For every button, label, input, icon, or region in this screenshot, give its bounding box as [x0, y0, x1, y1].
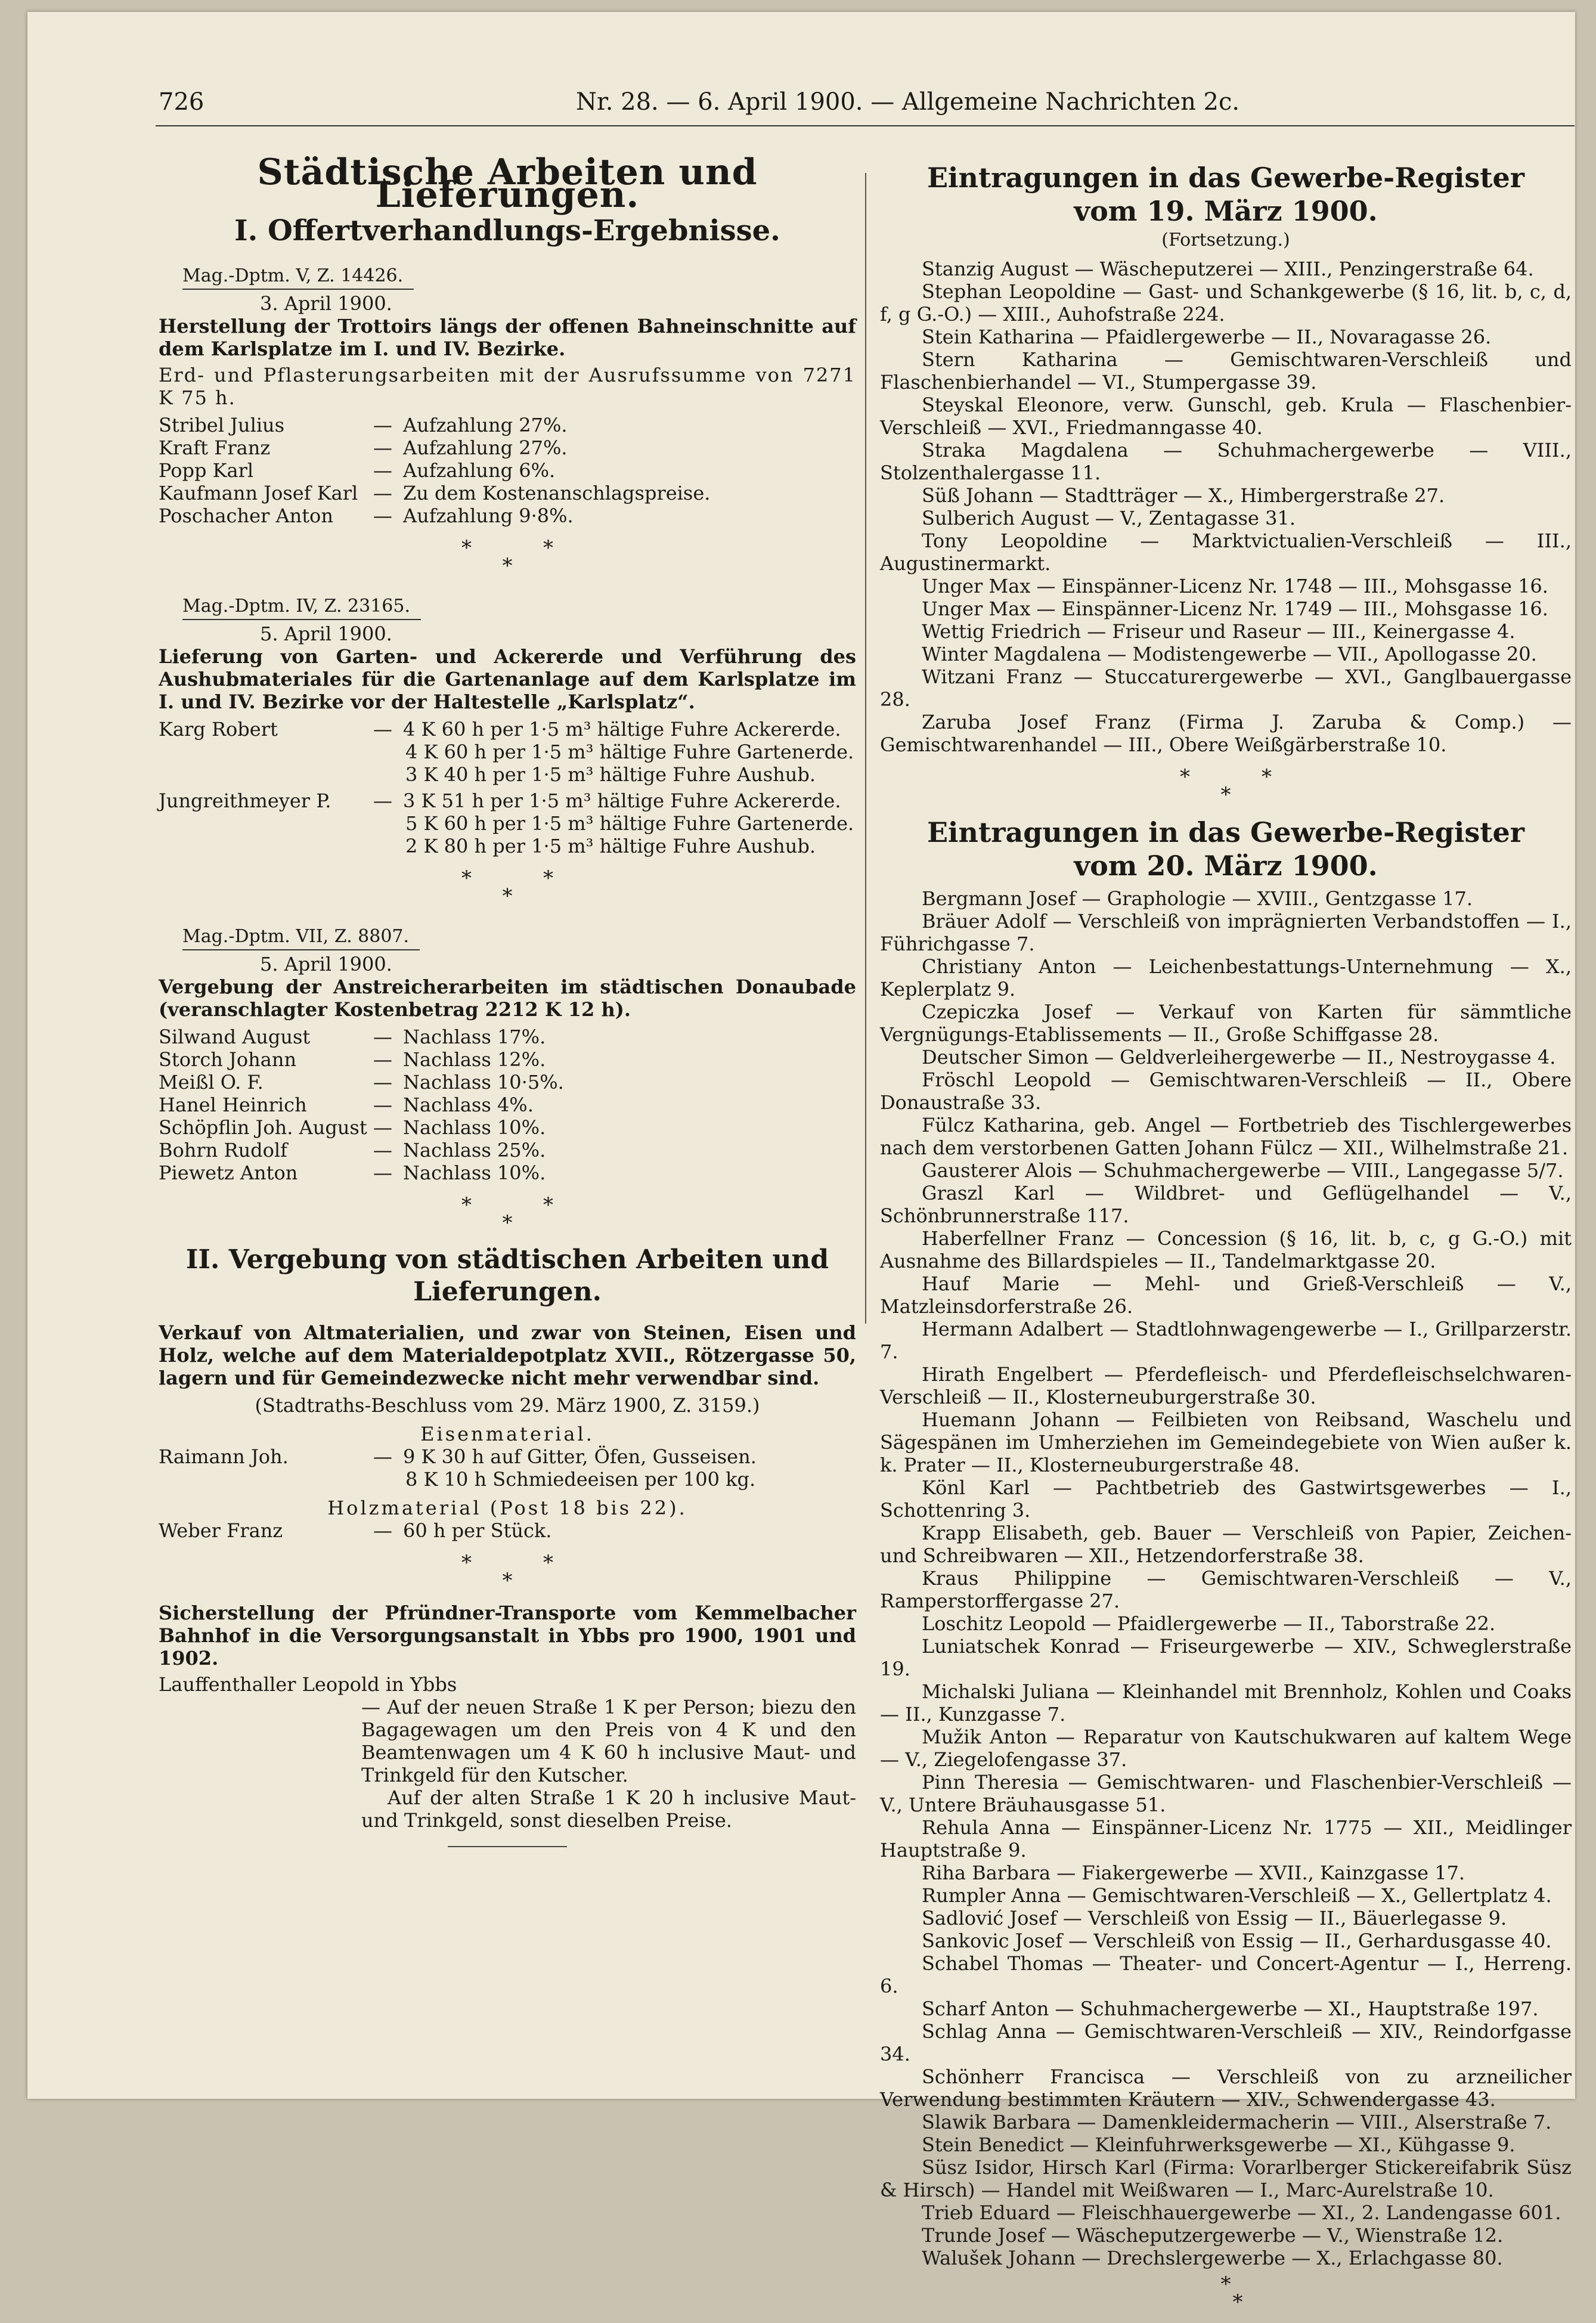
block1-ref: Mag.-Dptm. V, Z. 14426. [182, 265, 414, 290]
register2-title: Eintragungen in das Gewerbe-Register [927, 816, 1524, 848]
bidder-name: Raimann Joh. [159, 1445, 289, 1468]
bidder-name: Bohrn Rudolf [159, 1139, 287, 1162]
register-entry: Zaruba Josef Franz (Firma J. Zaruba & Comp.) — Gemischtwarenhandel — III., Obere Weißgärberstraße 10. [880, 711, 1572, 756]
register-entry: Stein Benedict — Kleinfuhrwerksgewerbe — XI., Kühgasse 9. [922, 2133, 1516, 2156]
bid-value: Nachlass 10%. [403, 1116, 546, 1139]
register-entry: Christiany Anton — Leichenbestattungs-Unternehmung — X., Keplerplatz 9. [880, 955, 1572, 1001]
bidder-name: Kaufmann Josef Karl [159, 482, 358, 504]
bid-value: Aufzahlung 6%. [403, 459, 556, 482]
result-row: Karg Robert — 4 K 60 h per 1·5 m³ hältige Fuhre Ackererde. [159, 718, 856, 741]
block4-subject: Verkauf von Altmaterialien, und zwar von Steinen, Eisen und Holz, welche auf dem Materialdepotplatz XVII., Rötzergasse 50, lagern und für Gemeindezwecke nicht mehr verwendbar sind. [159, 1321, 856, 1389]
result-row: Hanel Heinrich — Nachlass 4%. [159, 1094, 856, 1116]
register1-title: Eintragungen in das Gewerbe-Register [927, 162, 1524, 194]
result-row: Silwand August — Nachlass 17%. [159, 1026, 856, 1048]
register-entry: Stanzig August — Wäscheputzerei — XIII., Penzingerstraße 64. [922, 258, 1534, 280]
bidder-name: Storch Johann [159, 1048, 297, 1071]
block2-date: 5. April 1900. [260, 622, 392, 645]
result-row: Meißl O. F. — Nachlass 10·5%. [159, 1071, 856, 1094]
register-entry: Stephan Leopoldine — Gast- und Schankgewerbe (§ 16, lit. b, c, d, f, g G.-O.) — XIII., Auhofstraße 224. [880, 280, 1572, 326]
bidder-name: Meißl O. F. [159, 1071, 264, 1094]
register-entry: Gausterer Alois — Schuhmachergewerbe — VIII., Langegasse 5/7. [922, 1159, 1564, 1182]
register1-continuation: (Fortsetzung.) [1161, 230, 1290, 250]
right-column [880, 161, 1572, 2323]
bid-value: 8 K 10 h Schmiedeeisen per 100 kg. [405, 1468, 756, 1491]
block1-date: 3. April 1900. [260, 292, 392, 315]
register-entry: Kraus Philippine — Gemischtwaren-Verschleiß — V., Ramperstorffergasse 27. [880, 1567, 1572, 1612]
register-entry: Loschitz Leopold — Pfaidlergewerbe — II., Taborstraße 22. [922, 1612, 1496, 1635]
block3-results [159, 1026, 856, 1184]
bid-value: 9 K 30 h auf Gitter, Öfen, Gusseisen. [403, 1445, 757, 1468]
left-column [159, 151, 856, 1862]
register-entry: Sankovic Josef — Verschleiß von Essig — II., Gerhardusgasse 40. [922, 1929, 1552, 1952]
register-entry: Witzani Franz — Stuccaturergewerbe — XVI., Ganglbauergasse 28. [880, 665, 1572, 711]
register-entry: Stein Katharina — Pfaidlergewerbe — II., Novaragasse 26. [922, 326, 1492, 348]
register-entry: Luniatschek Konrad — Friseurgewerbe — XIV., Schweglerstraße 19. [880, 1635, 1572, 1680]
register-entry: Könl Karl — Pachtbetrieb des Gastwirtsgewerbes — I., Schottenring 3. [880, 1476, 1572, 1522]
register-entry: Unger Max — Einspänner-Licenz Nr. 1749 — III., Mohsgasse 16. [922, 597, 1548, 620]
register-entry: Hirath Engelbert — Pferdefleisch- und Pferdefleischselchwaren-Verschleiß — II., Klosterneuburgerstraße 30. [880, 1363, 1572, 1408]
separator-stars: * * * [461, 536, 553, 578]
bid-value: 3 K 40 h per 1·5 m³ hältige Fuhre Aushub. [405, 763, 816, 786]
register-entry: Schabel Thomas — Theater- und Concert-Agentur — I., Herreng. 6. [880, 1952, 1572, 1997]
block3-date: 5. April 1900. [260, 953, 392, 975]
block2-results [159, 718, 856, 857]
register-entry: Sulberich August — V., Zentagasse 31. [922, 507, 1296, 529]
result-row: Weber Franz — 60 h per Stück. [159, 1519, 856, 1542]
bidder-name: Poschacher Anton [159, 504, 333, 527]
bidder-name: Piewetz Anton [159, 1162, 298, 1184]
bid-value: 2 K 80 h per 1·5 m³ hältige Fuhre Aushub. [405, 835, 816, 857]
block2-subject: Lieferung von Garten- und Ackererde und Verführung des Aushubmateriales für die Gartenanlage auf dem Karlsplatze im I. und IV. Bezirke vor der Haltestelle „Karlsplatz“. [159, 645, 856, 713]
bidder-name: Kraft Franz [159, 436, 271, 459]
register-entry: Deutscher Simon — Geldverleihergewerbe — II., Nestroygasse 4. [922, 1046, 1556, 1068]
bidder-name: Hanel Heinrich [159, 1094, 307, 1116]
register-entry: Mužik Anton — Reparatur von Kautschukwaren auf kaltem Wege — V., Ziegelofengasse 37. [880, 1726, 1572, 1771]
block4-decision: (Stadtraths-Beschluss vom 29. März 1900, Z. 3159.) [255, 1394, 760, 1417]
register-entry: Straka Magdalena — Schuhmachergewerbe — VIII., Stolzenthalergasse 11. [880, 439, 1572, 484]
block5-bidder: Lauffenthaller Leopold in Ybbs [159, 1673, 457, 1696]
register2-list [880, 887, 1572, 2269]
iron-heading: Eisenmaterial. [420, 1423, 594, 1445]
register-entry: Fröschl Leopold — Gemischtwaren-Verschleiß — II., Obere Donaustraße 33. [880, 1068, 1572, 1114]
separator-stars: * * * [1180, 765, 1272, 807]
register-entry: Bräuer Adolf — Verschleiß von imprägnierten Verbandstoffen — I., Führichgasse 7. [880, 910, 1572, 955]
register-entry: Süß Johann — Stadtträger — X., Himbergerstraße 27. [922, 484, 1445, 507]
register-entry: Rumpler Anna — Gemischtwaren-Verschleiß — X., Gellertplatz 4. [922, 1884, 1552, 1907]
bid-value: 4 K 60 h per 1·5 m³ hältige Fuhre Gartenerde. [405, 741, 854, 763]
register-entry: Riha Barbara — Fiakergewerbe — XVII., Kainzgasse 17. [922, 1862, 1465, 1884]
bid-value: Nachlass 25%. [403, 1139, 546, 1162]
register-entry: Pinn Theresia — Gemischtwaren- und Flaschenbier-Verschleiß — V., Untere Bräuhausgasse 51. [880, 1771, 1572, 1816]
result-row: Piewetz Anton — Nachlass 10%. [159, 1162, 856, 1184]
bid-value: Aufzahlung 27%. [403, 436, 568, 459]
bidder-name: Stribel Julius [159, 414, 285, 436]
register-entry: Schönherr Franciscа — Verschleiß von zu arzneilicher Verwendung bestimmten Kräutern — XIV., Schwendergasse 43. [880, 2065, 1572, 2111]
bid-value: Nachlass 10%. [403, 1162, 546, 1184]
running-header: Nr. 28. — 6. April 1900. — Allgemeine Nachrichten 2c. [576, 88, 1240, 116]
register-entry: Wettig Friedrich — Friseur und Raseur — III., Keinergasse 4. [922, 620, 1516, 643]
result-row: Bohrn Rudolf — Nachlass 25%. [159, 1139, 856, 1162]
bid-value: Aufzahlung 27%. [403, 414, 568, 436]
register-entry: Rehula Anna — Einspänner-Licenz Nr. 1775 — XII., Meidlinger Hauptstraße 9. [880, 1816, 1572, 1862]
bid-value: 3 K 51 h per 1·5 m³ hältige Fuhre Ackererde. [403, 789, 841, 812]
header-rule [156, 125, 1575, 126]
wood-heading: Holzmaterial (Post 18 bis 22). [327, 1497, 687, 1519]
result-row: Jungreithmeyer P. — 3 K 51 h per 1·5 m³ hältige Fuhre Ackererde. [159, 789, 856, 812]
bid-value: Aufzahlung 9·8%. [403, 504, 574, 527]
register-entry: Unger Max — Einspänner-Licenz Nr. 1748 — III., Mohsgasse 16. [922, 575, 1548, 597]
bid-value: 60 h per Stück. [403, 1519, 552, 1542]
register-entry: Steyskal Eleonore, verw. Gunschl, geb. Krula — Flaschenbier-Verschleiß — XVI., Friedmanngasse 40. [880, 394, 1572, 439]
result-row: Stribel Julius — Aufzahlung 27%. [159, 414, 856, 436]
bid-value: Zu dem Kostenanschlagspreise. [403, 482, 711, 504]
block2-ref: Mag.-Dptm. IV, Z. 23165. [182, 595, 421, 620]
bid-value: 4 K 60 h per 1·5 m³ hältige Fuhre Ackererde. [403, 718, 841, 741]
register-entry: Tony Leopoldine — Marktvictualien-Verschleiß — III., Augustinermarkt. [880, 529, 1572, 575]
block1-results [159, 414, 856, 527]
page-number: 726 [159, 88, 204, 116]
block5-text: — Auf der neuen Straße 1 K per Person; biezu den Bagagewagen um den Preis von 4 K und den Beamtenwagen um 4 K 60 h inclusive Maut- und Trinkgeld für den Kutscher. [361, 1696, 856, 1786]
bid-value: Nachlass 12%. [403, 1048, 546, 1071]
block3-ref: Mag.-Dptm. VII, Z. 8807. [182, 925, 420, 950]
register-entry: Schlag Anna — Gemischtwaren-Verschleiß — XIV., Reindorfgasse 34. [880, 2020, 1572, 2065]
register-entry: Hauf Marie — Mehl- und Grieß-Verschleiß — V., Matzleinsdorferstraße 26. [880, 1272, 1572, 1318]
block3-subject: Vergebung der Anstreicherarbeiten im städtischen Donaubade (veranschlagter Kostenbetrag 2212 K 12 h). [159, 975, 856, 1021]
register-entry: Walušek Johann — Drechslergewerbe — X., Erlachgasse 80. [922, 2247, 1503, 2269]
bid-value: Nachlass 10·5%. [403, 1071, 564, 1094]
end-rule [448, 1846, 567, 1847]
register-entry: Trieb Eduard — Fleischhauergewerbe — XI., 2. Landengasse 601. [922, 2201, 1561, 2224]
register-entry: Haberfellner Franz — Concession (§ 16, lit. b, c, g G.-O.) mit Ausnahme des Billardspieles — II., Tandelmarktgasse 20. [880, 1227, 1572, 1272]
section2-title: II. Vergebung von städtischen Arbeiten und Lieferungen. [185, 1244, 829, 1307]
result-row: Raimann Joh. — 9 K 30 h auf Gitter, Öfen, Gusseisen. [159, 1445, 856, 1468]
bidder-name: Silwand August [159, 1026, 311, 1048]
register1-list [880, 258, 1572, 756]
bid-value: Nachlass 4%. [403, 1094, 534, 1116]
separator-stars: * * * [461, 866, 553, 908]
register-entry: Fülcz Katharina, geb. Angel — Fortbetrieb des Tischlergewerbes nach dem verstorbenen Gatten Johann Fülcz — XII., Wilhelmstraße 21. [880, 1114, 1572, 1159]
result-row: Poschacher Anton — Aufzahlung 9·8%. [159, 504, 856, 527]
column-divider [865, 173, 866, 1324]
register-entry: Graszl Karl — Wildbret- und Geflügelhandel — V., Schönbrunnerstraße 117. [880, 1182, 1572, 1227]
register-entry: Winter Magdalena — Modistengewerbe — VII., Apollogasse 20. [922, 643, 1537, 665]
result-row: Storch Johann — Nachlass 12%. [159, 1048, 856, 1071]
block5-subject: Sicherstellung der Pfründner-Transporte vom Kemmelbacher Bahnhof in die Versorgungsanstalt in Ybbs pro 1900, 1901 und 1902. [159, 1602, 856, 1670]
block1-subject: Herstellung der Trottoirs längs der offenen Bahneinschnitte auf dem Karlsplatze im I. und IV. Bezirke. [159, 315, 856, 360]
register-entry: Michalski Juliana — Kleinhandel mit Brennholz, Kohlen und Coaks — II., Kunzgasse 7. [880, 1680, 1572, 1726]
register-entry: Hermann Adalbert — Stadtlohnwagengewerbe — I., Grillparzerstr. 7. [880, 1318, 1572, 1363]
bidder-name: Popp Karl [159, 459, 254, 482]
register-entry: Czepiczka Josef — Verkauf von Karten für sämmtliche Vergnügungs-Etablissements — II., Große Schiffgasse 28. [880, 1001, 1572, 1046]
bidder-name: Karg Robert [159, 718, 278, 741]
bid-value: Nachlass 17%. [403, 1026, 546, 1048]
bidder-name: Jungreithmeyer P. [159, 789, 331, 812]
bid-value: 5 K 60 h per 1·5 m³ hältige Fuhre Gartenerde. [405, 812, 854, 835]
bidder-name: Schöpflin Joh. August [159, 1116, 367, 1139]
register-entry: Bergmann Josef — Graphologie — XVIII., Gentzgasse 17. [922, 887, 1473, 910]
result-row: Popp Karl — Aufzahlung 6%. [159, 459, 856, 482]
block5-text: Auf der alten Straße 1 K 20 h inclusive Maut- und Trinkgeld, sonst dieselben Preise. [361, 1786, 856, 1832]
separator-stars: * * [1220, 2272, 1243, 2314]
register-entry: Trunde Josef — Wäscheputzergewerbe — V., Wienstraße 12. [922, 2224, 1504, 2247]
bidder-name: Weber Franz [159, 1519, 283, 1542]
register-entry: Huemann Johann — Feilbieten von Reibsand, Waschelu und Sägespänen im Umherziehen im Gemeindegebiete von Wien außer k. k. Prater — II., Klosterneuburgerstraße 48. [880, 1408, 1572, 1476]
main-title: Städtische Arbeiten und Lieferungen. [257, 151, 758, 216]
section1-title: I. Offertverhandlungs-Ergebnisse. [234, 214, 780, 247]
separator-stars: * * * [461, 1193, 553, 1235]
register-entry: Sadlović Josef — Verschleiß von Essig — II., Bäuerlegasse 9. [922, 1907, 1507, 1929]
register2-date: vom 20. März 1900. [1074, 850, 1378, 882]
register-entry: Krapp Elisabeth, geb. Bauer — Verschleiß von Papier, Zeichen- und Schreibwaren — XII., Hetzendorferstraße 38. [880, 1522, 1572, 1567]
register-entry: Stern Katharina — Gemischtwaren-Verschleiß und Flaschenbierhandel — VI., Stumpergasse 39. [880, 348, 1572, 394]
block1-work: Erd- und Pflasterungsarbeiten mit der Ausrufssumme von 7271 K 75 h. [159, 364, 856, 409]
result-row: Kaufmann Josef Karl — Zu dem Kostenanschlagspreise. [159, 482, 856, 504]
register-entry: Slawik Barbara — Damenkleidermacherin — VIII., Alserstraße 7. [922, 2111, 1552, 2133]
separator-stars: * * * [461, 1551, 553, 1593]
register-entry: Scharf Anton — Schuhmachergewerbe — XI., Hauptstraße 197. [922, 1997, 1539, 2020]
newspaper-page [27, 12, 1575, 2314]
register-entry: Süsz Isidor, Hirsch Karl (Firma: Vorarlberger Stickereifabrik Süsz & Hirsch) — Handel mit Weißwaren — I., Marc-Aurelstraße 10. [880, 2156, 1572, 2201]
result-row: Schöpflin Joh. August — Nachlass 10%. [159, 1116, 856, 1139]
register1-date: vom 19. März 1900. [1074, 195, 1378, 227]
result-row: Kraft Franz — Aufzahlung 27%. [159, 436, 856, 459]
